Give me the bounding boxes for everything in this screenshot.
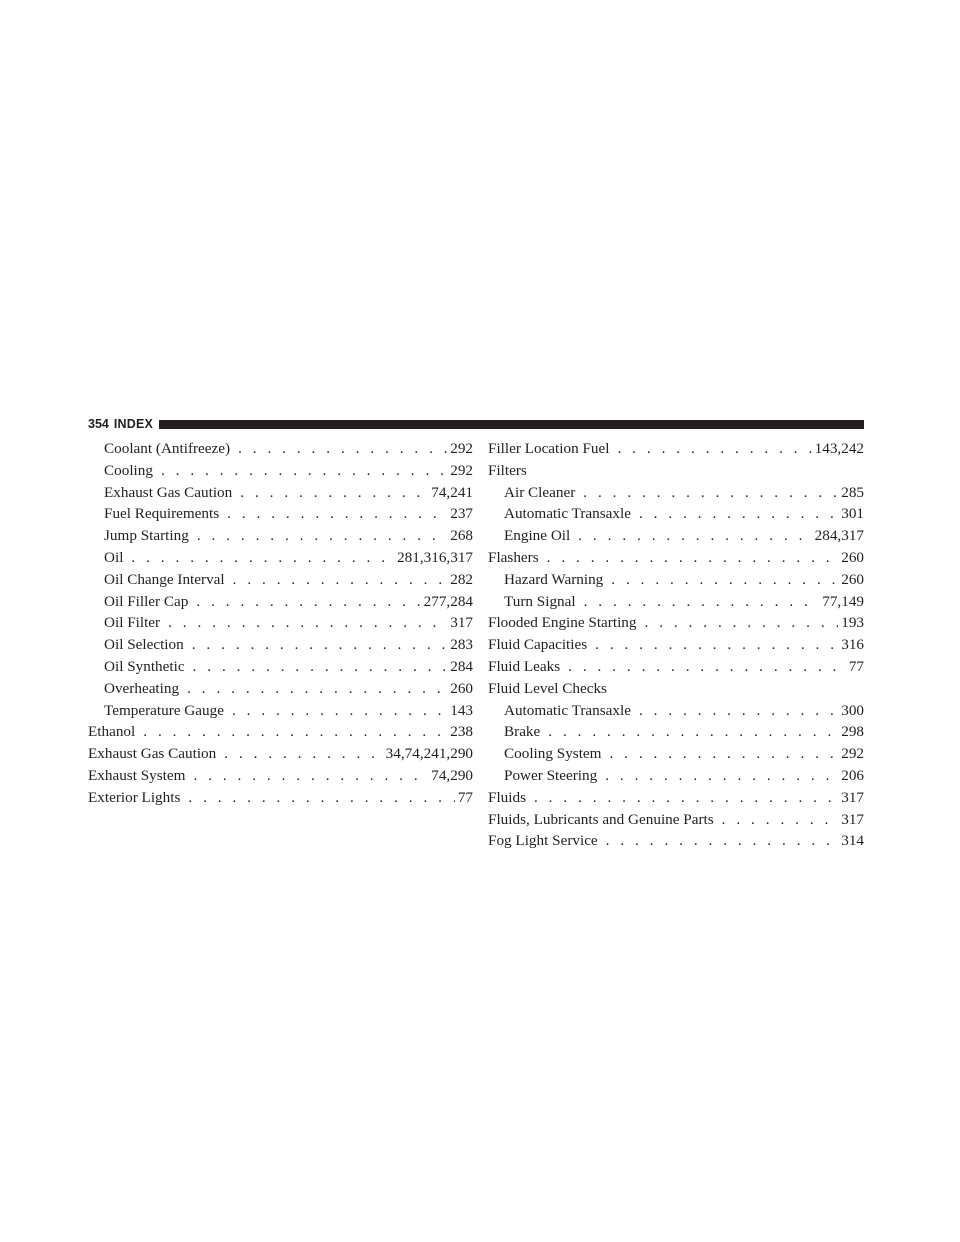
index-entry (88, 612, 473, 634)
index-entry (88, 438, 473, 460)
dot-leader (227, 503, 447, 525)
index-term: Exhaust Gas Caution (104, 483, 233, 501)
page-reference: 284 (450, 657, 473, 675)
dot-leader (611, 569, 838, 591)
page-reference: 317 (450, 614, 473, 632)
index-term: Engine Oil (504, 527, 571, 545)
index-term: Fluids, Lubricants and Genuine Parts (488, 810, 714, 828)
index-term: Power Steering (504, 766, 598, 784)
page-header (88, 417, 864, 431)
index-term: Jump Starting (104, 527, 189, 545)
index-column-left (88, 438, 473, 809)
dot-leader (645, 612, 839, 634)
page-reference: 317 (841, 788, 864, 806)
dot-leader (578, 525, 811, 547)
index-term: Filler Location Fuel (488, 440, 610, 457)
page-reference: 193 (841, 614, 864, 632)
dot-leader (240, 482, 428, 504)
dot-leader (606, 830, 839, 852)
index-term: Oil Selection (104, 636, 184, 654)
page-reference: 285 (841, 483, 864, 501)
index-entry (88, 678, 473, 700)
page-reference: 237 (450, 505, 473, 523)
index-entry (88, 503, 473, 525)
page-reference: 260 (841, 570, 864, 588)
dot-leader (192, 634, 447, 656)
dot-leader (595, 634, 838, 656)
index-entry (488, 743, 864, 765)
index-term: Coolant (Antifreeze) (104, 440, 231, 457)
page-reference: 268 (450, 527, 473, 545)
dot-leader (609, 743, 838, 765)
dot-leader (583, 482, 838, 504)
dot-leader (196, 591, 420, 613)
index-entry (488, 460, 864, 482)
dot-leader (233, 569, 448, 591)
page-reference: 292 (841, 745, 864, 763)
page-reference: 143,242 (814, 440, 864, 457)
index-term: Temperature Gauge (104, 701, 224, 719)
index-term: Flooded Engine Starting (488, 614, 637, 632)
index-entry (88, 569, 473, 591)
index-entry (488, 525, 864, 547)
page-reference: 283 (450, 636, 473, 654)
page-reference: 34,74,241,290 (385, 745, 473, 763)
index-entry (488, 656, 864, 678)
index-column-right (488, 438, 864, 852)
index-entry (488, 678, 864, 700)
dot-leader (188, 787, 454, 809)
index-entry (88, 721, 473, 743)
index-term: Brake (504, 723, 541, 741)
page-reference: 77,149 (822, 592, 864, 610)
dot-leader (605, 765, 838, 787)
index-term: Oil Synthetic (104, 657, 185, 675)
index-term: Fluid Level Checks (488, 679, 607, 697)
index-term: Fluid Capacities (488, 636, 588, 654)
index-term: Automatic Transaxle (504, 505, 631, 523)
page-reference: 77 (848, 657, 864, 675)
page-reference: 260 (450, 679, 473, 697)
index-entry (488, 787, 864, 809)
dot-leader (639, 503, 838, 525)
dot-leader (534, 787, 838, 809)
page-reference: 298 (841, 723, 864, 741)
index-entry (488, 765, 864, 787)
page-reference: 284,317 (814, 527, 864, 545)
page-reference: 292 (450, 440, 473, 457)
index-term: Oil Filler Cap (104, 592, 189, 610)
index-term: Air Cleaner (504, 483, 576, 501)
header-rule (159, 420, 864, 429)
dot-leader (548, 721, 838, 743)
index-term: Filters (488, 461, 527, 479)
index-entry (88, 547, 473, 569)
page-reference: 300 (841, 701, 864, 719)
page-reference: 301 (841, 505, 864, 523)
index-entry (488, 503, 864, 525)
dot-leader (143, 721, 447, 743)
index-entry (488, 591, 864, 613)
index-term: Ethanol (88, 723, 136, 741)
dot-leader (568, 656, 846, 678)
dot-leader (168, 612, 447, 634)
page-reference: 206 (841, 766, 864, 784)
dot-leader (617, 438, 811, 460)
dot-leader (224, 743, 382, 765)
index-term: Cooling System (504, 745, 602, 763)
page-reference: 281,316,317 (397, 548, 473, 566)
dot-leader (238, 438, 447, 460)
index-term: Fluids (488, 788, 526, 806)
index-entry (488, 700, 864, 722)
dot-leader (584, 591, 820, 613)
index-entry (88, 700, 473, 722)
index-entry (88, 460, 473, 482)
index-entry (488, 482, 864, 504)
index-entry (488, 830, 864, 852)
index-term: Oil (104, 548, 124, 566)
index-entry (488, 721, 864, 743)
index-term: Fog Light Service (488, 832, 598, 850)
page-reference: 74,241 (431, 483, 473, 501)
index-term: Oil Change Interval (104, 570, 225, 588)
index-entry (88, 634, 473, 656)
page-reference: 317 (841, 810, 864, 828)
page-reference: 316 (841, 636, 864, 654)
dot-leader (197, 525, 447, 547)
page-reference: 292 (450, 461, 473, 479)
index-term: Fluid Leaks (488, 657, 561, 675)
index-entry (88, 743, 473, 765)
index-entry (88, 765, 473, 787)
dot-leader (193, 656, 448, 678)
page-reference: 238 (450, 723, 473, 741)
index-entry (488, 809, 864, 831)
page-reference: 77 (457, 788, 473, 806)
index-term: Flashers (488, 548, 539, 566)
dot-leader (187, 678, 447, 700)
page-reference: 74,290 (431, 766, 473, 784)
dot-leader (193, 765, 428, 787)
index-term: Hazard Warning (504, 570, 604, 588)
page-reference: 143 (450, 701, 473, 719)
dot-leader (161, 460, 447, 482)
page-reference: 314 (841, 832, 864, 850)
index-term: Turn Signal (504, 592, 576, 610)
index-term: Exhaust Gas Caution (88, 745, 217, 763)
index-entry (488, 569, 864, 591)
dot-leader (131, 547, 394, 569)
index-entry (488, 438, 864, 460)
dot-leader (639, 700, 838, 722)
index-entry (88, 525, 473, 547)
page-reference: 260 (841, 548, 864, 566)
index-entry (88, 656, 473, 678)
dot-leader (232, 700, 447, 722)
index-term: Fuel Requirements (104, 505, 220, 523)
index-term: Exterior Lights (88, 788, 181, 806)
index-entry (488, 634, 864, 656)
index-term: Cooling (104, 461, 153, 479)
index-entry (488, 612, 864, 634)
index-entry (88, 591, 473, 613)
index-entry (88, 787, 473, 809)
index-term: Oil Filter (104, 614, 161, 632)
index-term: Automatic Transaxle (504, 701, 631, 719)
index-term: Exhaust System (88, 766, 186, 784)
index-entry (88, 482, 473, 504)
section-title: INDEX (113, 417, 154, 431)
index-term: Overheating (104, 679, 180, 697)
page-number: 354 (88, 417, 109, 431)
dot-leader (547, 547, 839, 569)
page-reference: 277,284 (423, 592, 473, 610)
dot-leader (722, 809, 839, 831)
page-reference: 282 (450, 570, 473, 588)
index-entry (488, 547, 864, 569)
